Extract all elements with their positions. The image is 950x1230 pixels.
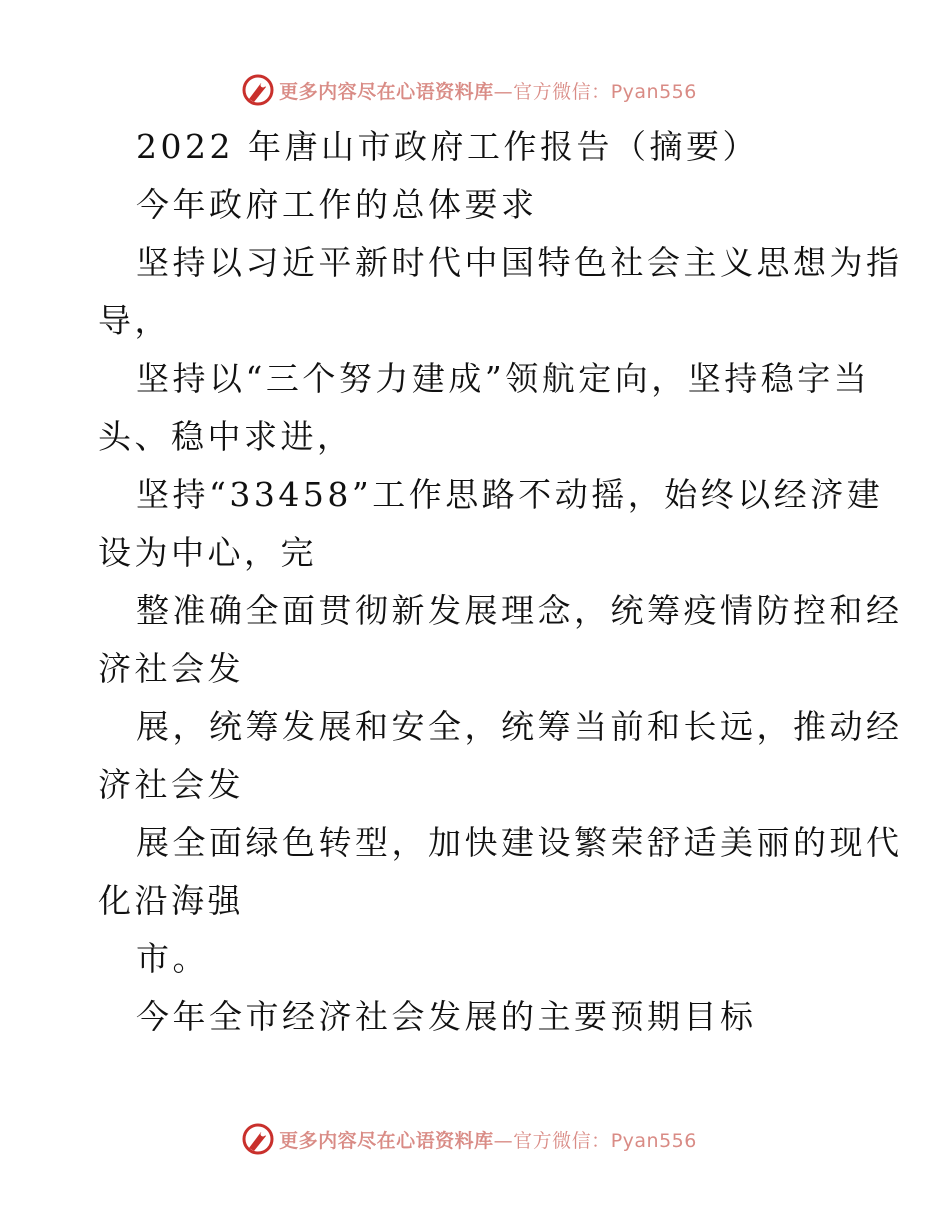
paragraph-line: 整准确全面贯彻新发展理念，统筹疫情防控和经 [136, 591, 903, 630]
paragraph-line: 坚持以习近平新时代中国特色社会主义思想为指 [136, 243, 903, 282]
banner-separator: — [493, 1129, 514, 1152]
paragraph-line: 济社会发 [98, 765, 244, 804]
paragraph-line: 展全面绿色转型，加快建设繁荣舒适美丽的现代 [136, 823, 903, 862]
circular-pen-logo-icon [241, 1122, 275, 1156]
banner-wechat-id: Pyan556 [610, 1129, 697, 1152]
paragraph-line: 设为中心，完 [98, 533, 317, 572]
paragraph-line: 市。 [136, 939, 209, 978]
header-banner [0, 70, 950, 110]
banner-wechat-label: 官方微信： [513, 80, 611, 103]
banner-text [279, 1126, 697, 1153]
section-heading: 今年政府工作的总体要求 [136, 185, 538, 224]
footer-banner [0, 1119, 950, 1159]
banner-site-text: 更多内容尽在心语资料库 [279, 1129, 494, 1152]
paragraph-line: 坚持以“三个努力建成”领航定向，坚持稳字当 [136, 359, 871, 398]
banner-separator: — [493, 80, 514, 103]
banner-site-text: 更多内容尽在心语资料库 [279, 80, 494, 103]
document-body [98, 118, 903, 1046]
banner-text [279, 77, 697, 104]
paragraph-line: 化沿海强 [98, 881, 244, 920]
banner-wechat-label: 官方微信： [513, 1129, 611, 1152]
banner-wechat-id: Pyan556 [610, 80, 697, 103]
paragraph-line: 坚持“33458”工作思路不动摇，始终以经济建 [136, 475, 884, 514]
paragraph-line: 导， [98, 301, 171, 340]
paragraph-line: 济社会发 [98, 649, 244, 688]
circular-pen-logo-icon [241, 73, 275, 107]
section-heading: 今年全市经济社会发展的主要预期目标 [136, 997, 757, 1036]
paragraph-line: 展，统筹发展和安全，统筹当前和长远，推动经 [136, 707, 903, 746]
document-title: 2022 年唐山市政府工作报告（摘要） [136, 127, 759, 166]
paragraph-line: 头、稳中求进， [98, 417, 354, 456]
